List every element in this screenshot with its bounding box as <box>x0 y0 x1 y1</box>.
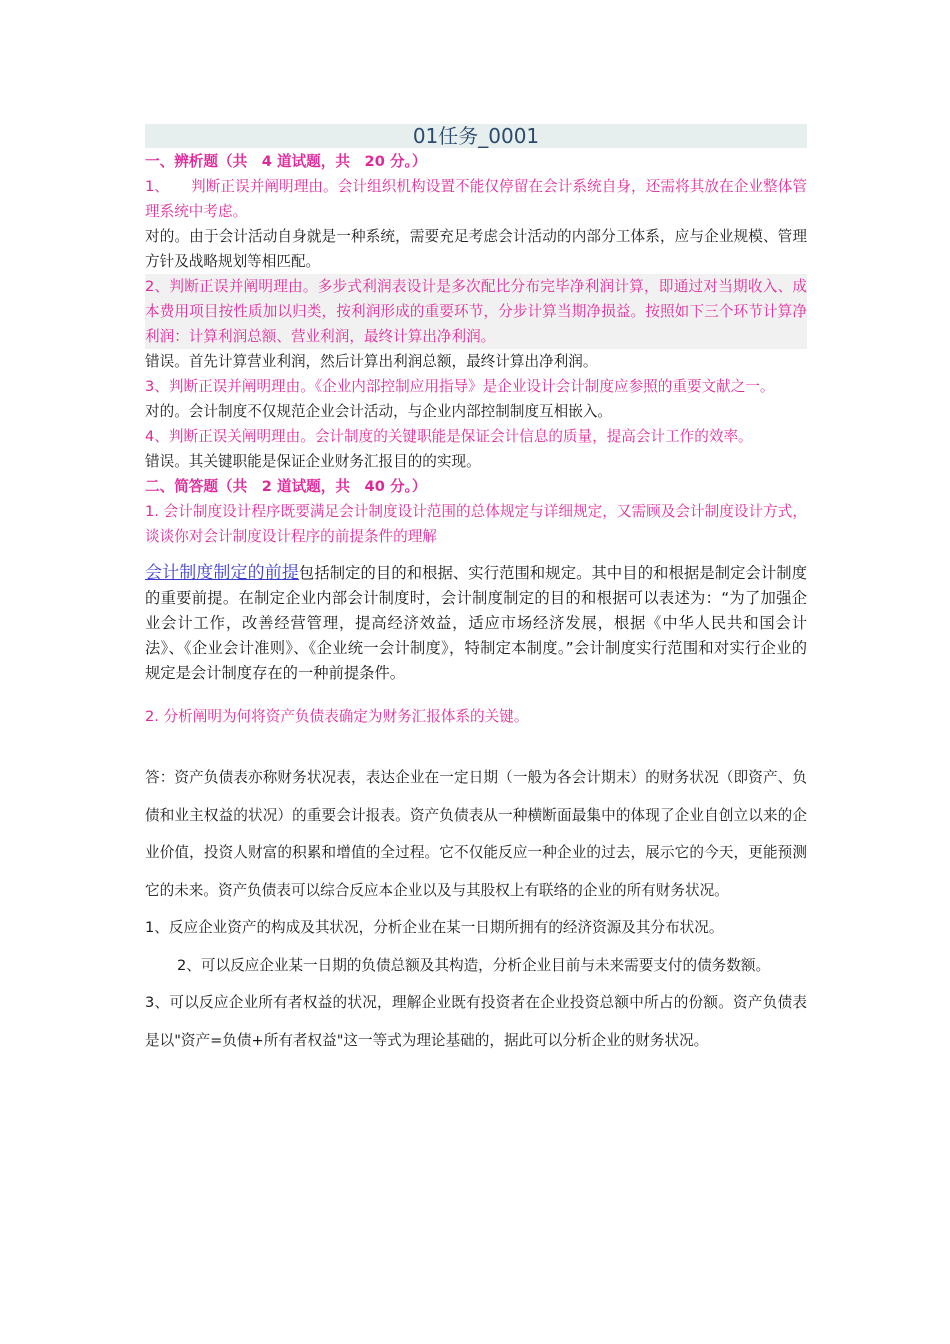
answer-1: 对的。由于会计活动自身就是一种系统，需要充足考虑会计活动的内部分工体系，应与企业规模、管理方针及战略规划等相匹配。 <box>145 228 807 270</box>
answer-link[interactable]: 会计制度制定的前提 <box>145 563 299 583</box>
document-body <box>145 124 807 1059</box>
spacer <box>145 686 807 704</box>
short-answer-2-point-1: 1、反应企业资产的构成及其状况，分析企业在某一日期所拥有的经济资源及其分布状况。 <box>145 919 724 936</box>
short-question-1: 1. 会计制度设计程序既要满足会计制度设计范围的总体规定与详细规定，又需顾及会计制度设计方式，谈谈你对会计制度设计程序的前提条件的理解 <box>145 503 807 545</box>
answer-4: 错误。其关键职能是保证企业财务汇报目的的实现。 <box>145 453 481 470</box>
short-answer-2-point-2: 2、可以反应企业某一日期的负债总额及其构造，分析企业目前与未来需要支付的债务数额。 <box>177 956 771 974</box>
answer-2: 错误。首先计算营业利润，然后计算出利润总额，最终计算出净利润。 <box>145 353 598 370</box>
short-answer-2-intro: 答：资产负债表亦称财务状况表，表达企业在一定日期（一般为各会计期末）的财务状况（即资产、负债和业主权益的状况）的重要会计报表。资产负债表从一种横断面最集中的体现了企业自创立以来的企业价值，投资人财富的积累和增值的全过程。它不仅能反应一种企业的过去，展示它的今天，更能预测它的未来。资产负债表可以综合反应本企业以及与其股权上有联络的企业的所有财务状况。 <box>145 769 807 899</box>
short-answer-1 <box>145 561 807 686</box>
section-heading-1: 一、辨析题（共 4 道试题，共 20 分。） <box>145 153 427 170</box>
short-answer-2-point-3: 3、可以反应企业所有者权益的状况，理解企业既有投资者在企业投资总额中所占的份额。资产负债表是以"资产=负债+所有者权益"这一等式为理论基础的，据此可以分析企业的财务状况。 <box>145 994 807 1049</box>
question-3: 3、判断正误并阐明理由。《企业内部控制应用指导》是企业设计会计制度应参照的重要文献之一。 <box>145 378 775 395</box>
short-answer-1-body: 包括制定的目的和根据、实行范围和规定。其中目的和根据是制定会计制度的重要前提。在制定企业内部会计制度时，会计制度制定的目的和根据可以表述为：“为了加强企业会计工作，改善经营管理，提高经济效益，适应市场经济发展，根据《中华人民共和国会计法》、《企业会计准则》、《企业统一会计制度》，特制定本制度。”会计制度实行范围和对实行企业的规定是会计制度存在的一种前提条件。 <box>145 564 807 682</box>
question-2: 2、判断正误并阐明理由。多步式利润表设计是多次配比分布完毕净利润计算，即通过对当期收入、成本费用项目按性质加以归类，按利润形成的重要环节，分步计算当期净损益。按照如下三个环节计算净利润：计算利润总额、营业利润，最终计算出净利润。 <box>145 274 807 349</box>
section-heading-2: 二、简答题（共 2 道试题，共 40 分。） <box>145 478 427 495</box>
answer-3: 对的。会计制度不仅规范企业会计活动，与企业内部控制制度互相嵌入。 <box>145 403 613 420</box>
spacer <box>145 729 807 759</box>
page-title: 01任务_0001 <box>145 124 807 148</box>
question-1: 1、 判断正误并阐明理由。会计组织机构设置不能仅停留在会计系统自身，还需将其放在企业整体管理系统中考虑。 <box>145 178 807 220</box>
spacer <box>145 549 807 561</box>
short-question-2: 2. 分析阐明为何将资产负债表确定为财务汇报体系的关键。 <box>145 708 529 725</box>
question-4: 4、判断正误关阐明理由。会计制度的关键职能是保证会计信息的质量，提高会计工作的效率。 <box>145 428 753 445</box>
